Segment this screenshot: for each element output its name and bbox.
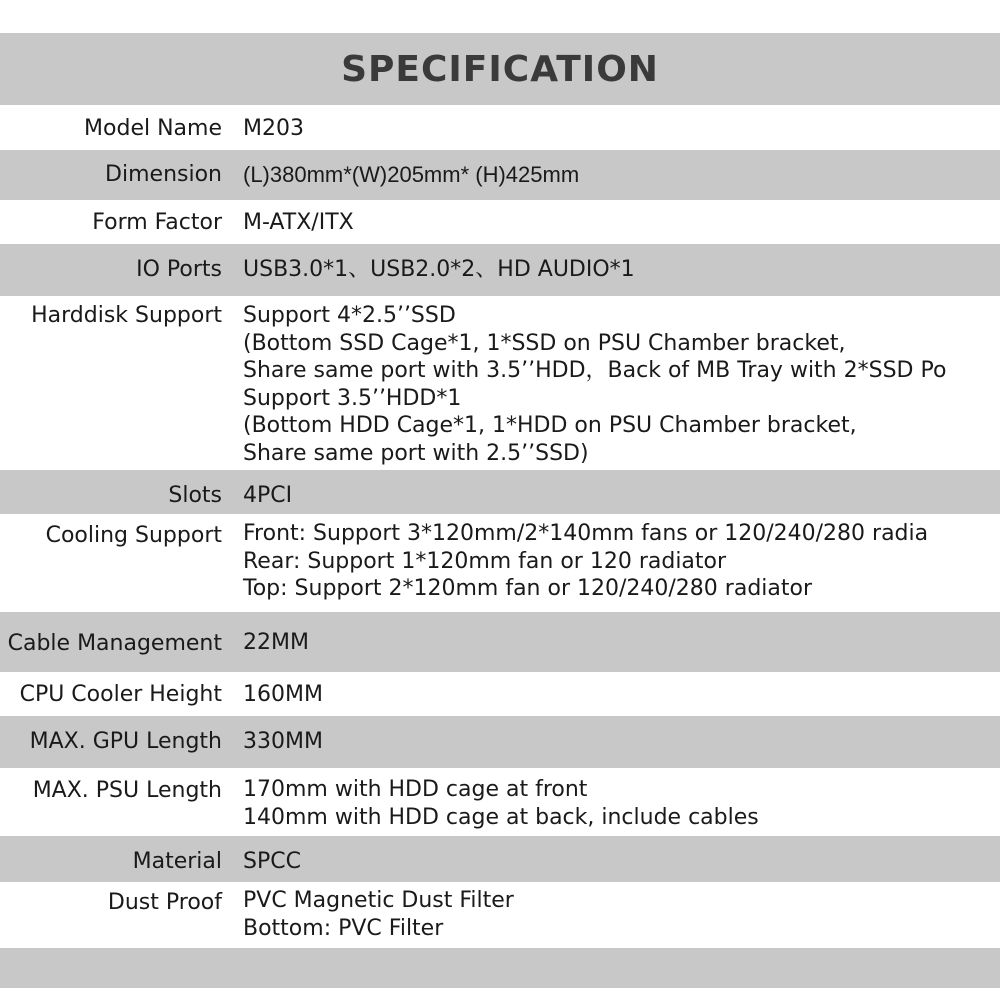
value-line: 330MM	[243, 729, 323, 754]
value-line: 170mm with HDD cage at front	[243, 777, 588, 802]
row-label: Cable Management	[7, 631, 222, 656]
row-label: Slots	[168, 483, 222, 508]
row-value	[243, 629, 309, 657]
row-label: Cooling Support	[45, 523, 222, 548]
value-line: M-ATX/ITX	[243, 210, 354, 235]
value-line: Rear: Support 1*120mm fan or 120 radiator	[243, 548, 727, 574]
spec-row-cable-management	[0, 612, 1000, 672]
value-line: M203	[243, 116, 304, 141]
spec-row-max-gpu-length	[0, 716, 1000, 768]
row-label: Form Factor	[92, 210, 222, 235]
value-line: Bottom: PVC Filter	[243, 915, 444, 941]
spec-row-dust-proof	[0, 882, 1000, 948]
footer-band	[0, 948, 1000, 988]
row-value	[243, 681, 323, 709]
value-line: 160MM	[243, 682, 323, 707]
row-value	[243, 728, 323, 756]
row-label: MAX. PSU Length	[32, 778, 222, 803]
row-value	[243, 256, 635, 284]
spec-row-io-ports	[0, 244, 1000, 296]
spec-row-harddisk-support	[0, 296, 1000, 470]
row-label: Material	[132, 849, 222, 874]
value-line: (Bottom SSD Cage*1, 1*SSD on PSU Chamber bracket,	[243, 330, 846, 356]
row-value	[243, 302, 946, 467]
spec-row-dimension	[0, 150, 1000, 200]
row-value	[243, 520, 928, 603]
value-line: (Bottom HDD Cage*1, 1*HDD on PSU Chamber bracket,	[243, 413, 857, 438]
row-label: Dust Proof	[107, 890, 222, 915]
row-label: MAX. GPU Length	[29, 729, 222, 754]
row-label: IO Ports	[136, 257, 222, 282]
spec-row-max-psu-length	[0, 768, 1000, 836]
spec-row-form-factor	[0, 200, 1000, 244]
value-line: 22MM	[243, 630, 309, 655]
row-value	[243, 776, 759, 831]
row-value	[243, 887, 514, 942]
value-line: Support 4*2.5’’SSD	[243, 303, 456, 328]
spec-row-material	[0, 836, 1000, 882]
value-line: Front: Support 3*120mm/2*140mm fans or 120/240/280 radia	[243, 521, 929, 546]
page-title: SPECIFICATION	[341, 48, 659, 90]
row-value	[243, 848, 301, 876]
title-band	[0, 33, 1000, 105]
row-label: Dimension	[105, 162, 222, 187]
value-line: USB3.0*1、USB2.0*2、HD AUDIO*1	[243, 257, 635, 282]
row-value	[243, 161, 579, 189]
value-line: Share same port with 3.5’’HDD，Back of MB Tray with 2*SSD Po	[243, 358, 947, 383]
row-value	[243, 209, 354, 237]
value-line: Share same port with 2.5’’SSD)	[243, 440, 589, 466]
row-value	[243, 482, 292, 510]
value-line: 4PCI	[243, 483, 293, 508]
spec-row-cpu-cooler-height	[0, 672, 1000, 716]
value-line: (L)380mm*(W)205mm* (H)425mm	[243, 162, 580, 187]
value-line: SPCC	[243, 849, 301, 874]
row-label: CPU Cooler Height	[19, 682, 222, 707]
row-value	[243, 115, 304, 143]
value-line: Support 3.5’’HDD*1	[243, 385, 462, 411]
spec-row-cooling-support	[0, 514, 1000, 612]
spec-row-model-name	[0, 105, 1000, 150]
value-line: PVC Magnetic Dust Filter	[243, 888, 514, 913]
value-line: Top: Support 2*120mm fan or 120/240/280 radiator	[243, 576, 813, 601]
spec-row-slots	[0, 470, 1000, 514]
row-label: Model Name	[84, 116, 222, 141]
value-line: 140mm with HDD cage at back, include cables	[243, 804, 759, 830]
row-label: Harddisk Support	[31, 303, 222, 328]
